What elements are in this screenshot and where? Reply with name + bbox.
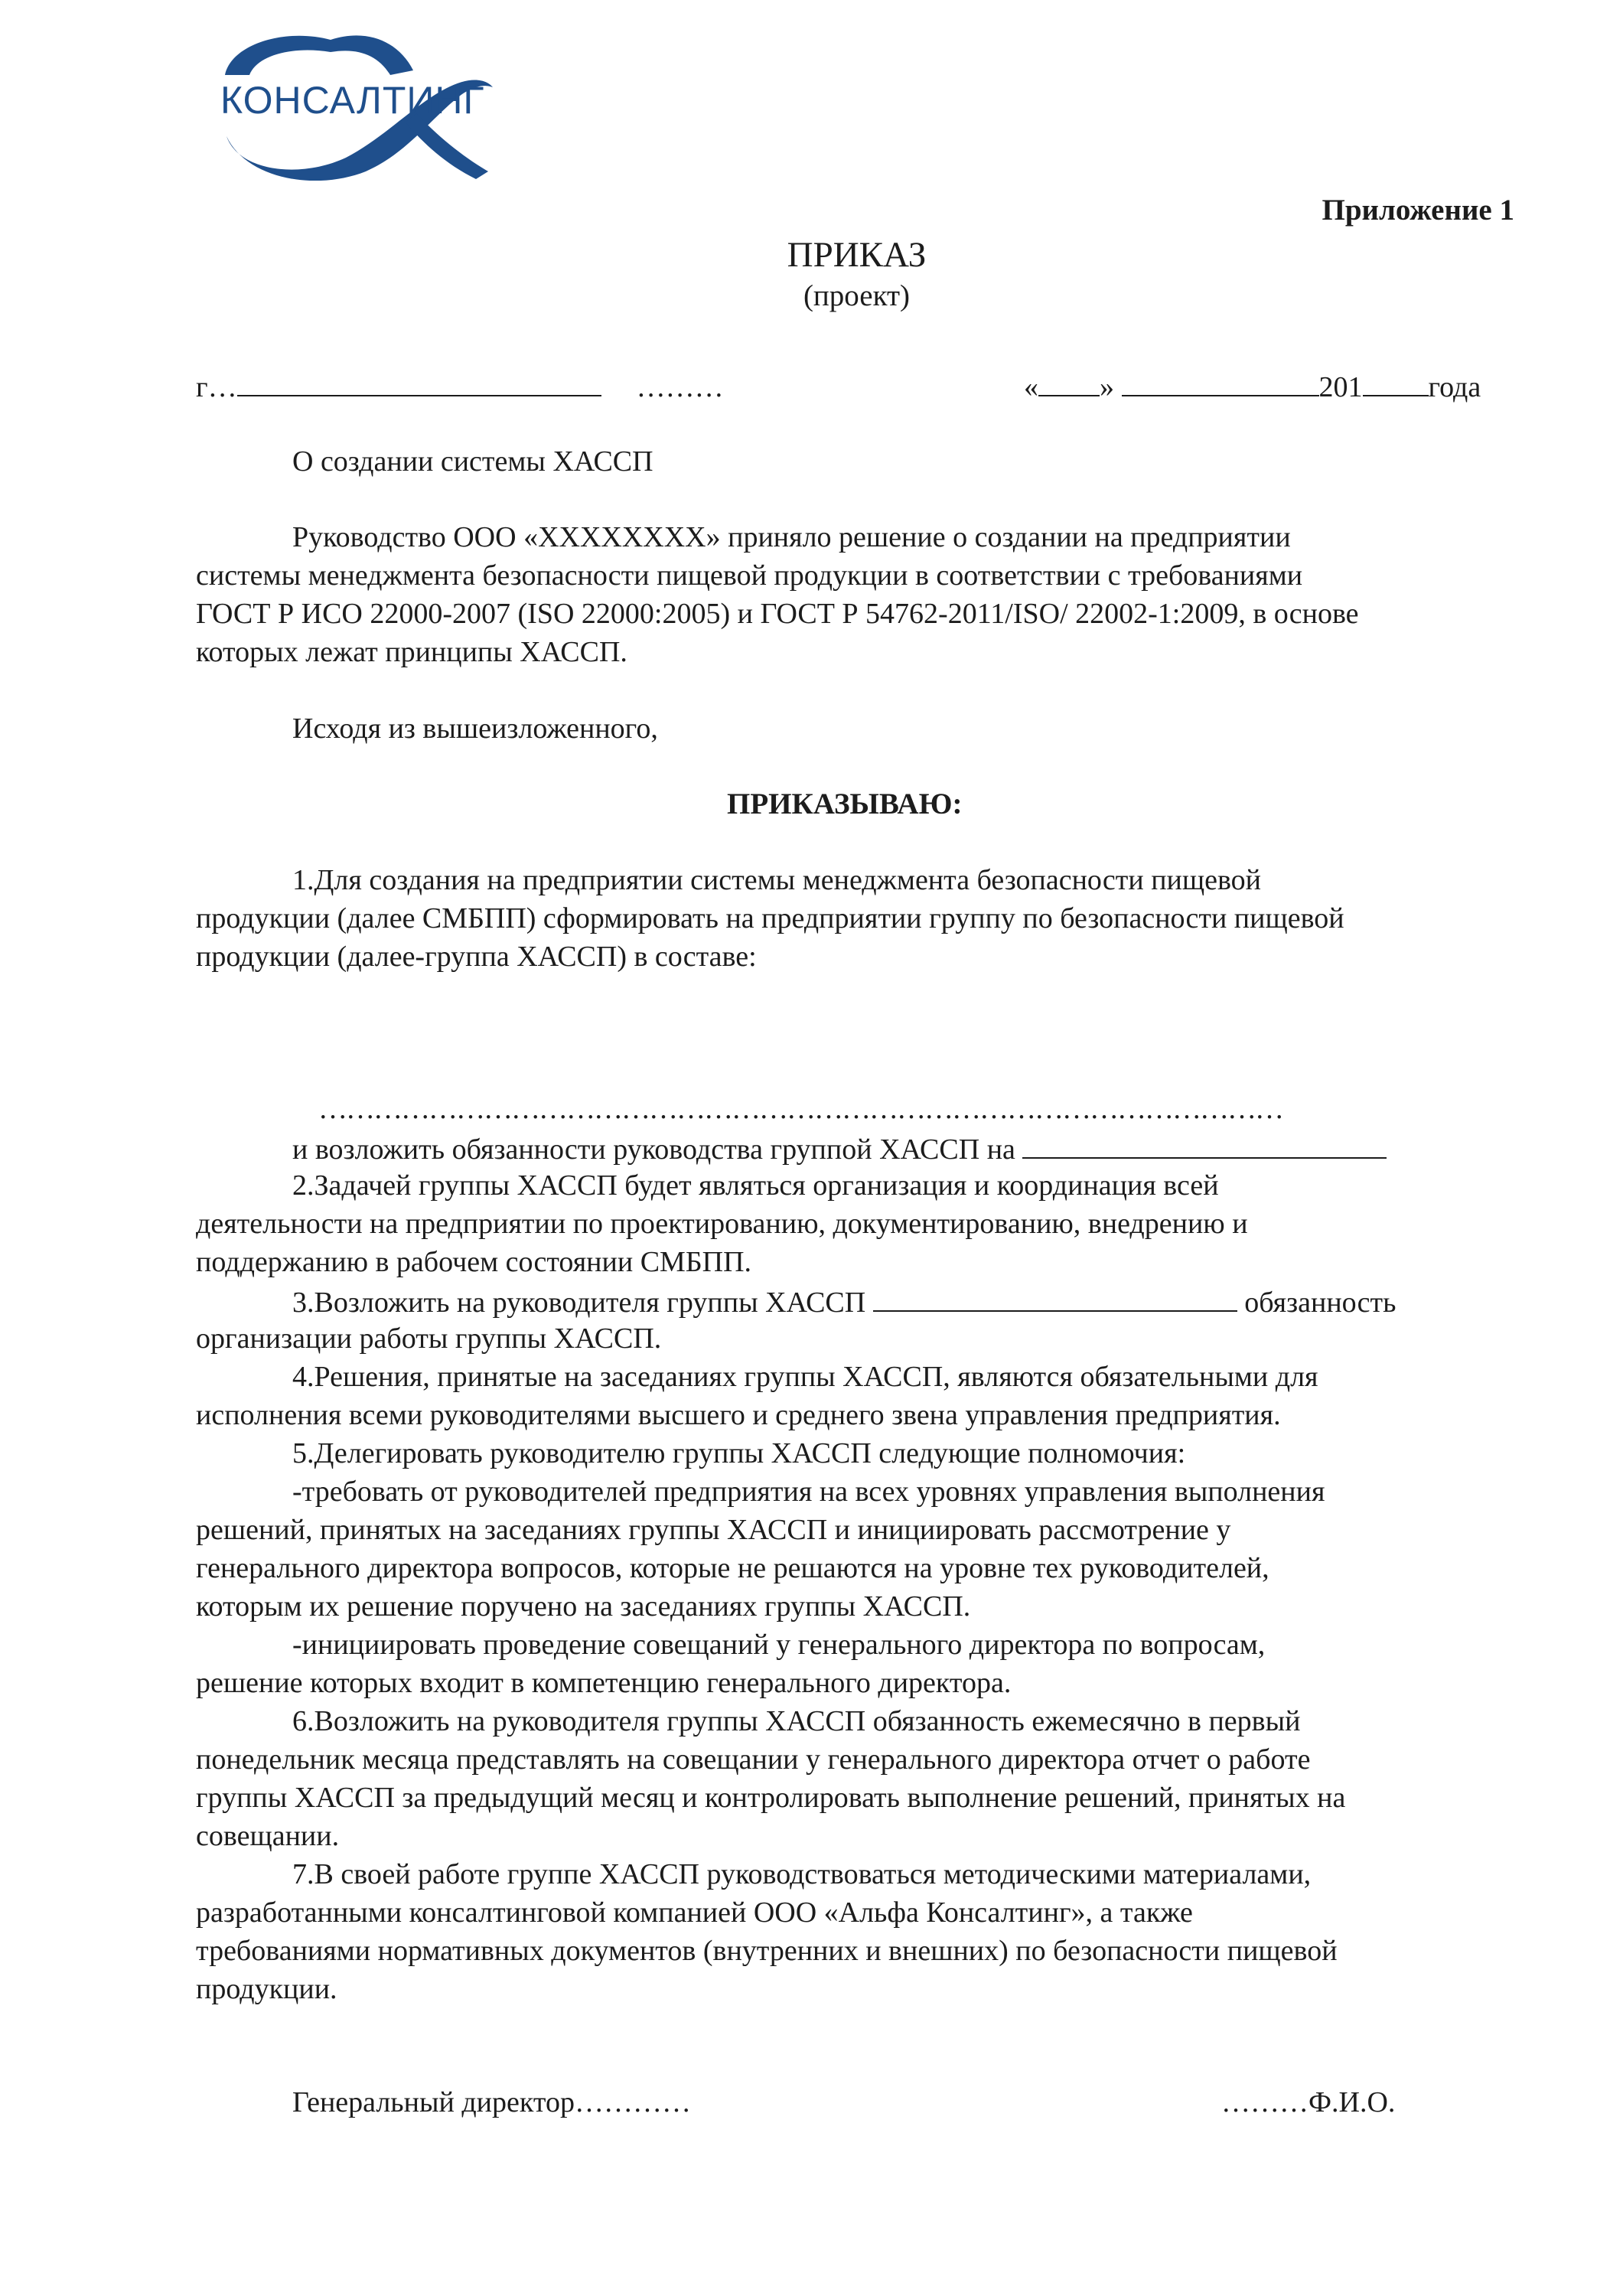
signature-name-line (1221, 2083, 1395, 2122)
item6-line-3: группы ХАССП за предыдущий месяц и контролировать выполнение решений, принятых на (196, 1782, 1346, 1814)
document-subtitle: (проект) (803, 279, 911, 312)
item1-line-2: продукции (далее СМБПП) сформировать на предприятии группу по безопасности пищевой (196, 902, 1344, 934)
item6-line-1: 6.Возложить на руководителя группы ХАССП обязанность ежемесячно в первый (292, 1705, 1301, 1737)
month-blank[interactable] (1122, 366, 1319, 396)
logo-tail (406, 113, 488, 179)
logo-arc-right (331, 35, 413, 75)
item3-end: обязанность (1244, 1287, 1396, 1319)
signature-line (292, 2083, 691, 2122)
year-blank[interactable] (1363, 366, 1429, 396)
place-prefix: г… (196, 371, 237, 403)
item5a-line-3: генерального директора вопросов, которые не решаются на уровне тех руководителей, (196, 1552, 1269, 1584)
company-logo (216, 21, 499, 181)
item4-line-1: 4.Решения, принятые на заседаниях группы ХАССП, являются обязательными для (292, 1361, 1318, 1393)
basis: Исходя из вышеизложенного, (292, 713, 658, 745)
leader-blank[interactable] (1022, 1128, 1387, 1159)
date-year-prefix: 201 (1318, 371, 1363, 403)
day-blank[interactable] (1038, 366, 1100, 396)
date-line (1024, 366, 1481, 406)
item6-line-2: понедельник месяца представлять на совещании у генерального директора отчет о работе (196, 1743, 1311, 1776)
item2-line-2: деятельности на предприятии по проектированию, документированию, внедрению и (196, 1208, 1248, 1240)
appendix-label: Приложение 1 (1322, 194, 1514, 227)
order-word: ПРИКАЗЫВАЮ: (727, 788, 963, 820)
item5a-line-2: решений, принятых на заседаниях группы ХАССП и инициировать рассмотрение у (196, 1514, 1231, 1546)
item2-line-3: поддержанию в рабочем состоянии СМБПП. (196, 1246, 752, 1278)
place-blank[interactable] (237, 366, 601, 396)
date-suffix: года (1428, 371, 1481, 403)
signature-name-dots: ……… (1221, 2086, 1309, 2118)
item5b-line-1: -инициировать проведение совещаний у генерального директора по вопросам, (292, 1629, 1266, 1661)
item5a-line-4: которым их решение поручено на заседаниях группы ХАССП. (196, 1590, 971, 1623)
intro-line-3: ГОСТ Р ИСО 22000-2007 (ISO 22000:2005) и ГОСТ Р 54762-2011/ISO/ 22002-1:2009, в основе (196, 598, 1359, 630)
intro-line-2: системы менеджмента безопасности пищевой продукции в соответствии с требованиями (196, 559, 1303, 592)
logo-wordmark: КОНСАЛТИНГ (220, 79, 485, 122)
item7-line-1: 7.В своей работе группе ХАССП руководствоваться методическими материалами, (292, 1858, 1312, 1890)
item3-line-2: организации работы группы ХАССП. (196, 1322, 662, 1355)
place-dots: ……… (636, 371, 724, 403)
intro-line-1: Руководство ООО «XXXXXXXX» приняло решение о создании на предприятии (292, 521, 1291, 553)
item3-start: 3.Возложить на руководителя группы ХАССП (292, 1287, 866, 1319)
assign-text: и возложить обязанности руководства группой ХАССП на (292, 1133, 1015, 1166)
signature-dots: ………… (574, 2086, 691, 2118)
date-open-quote: « (1024, 371, 1038, 403)
members-dots: …………………………………………………………………………………………… (318, 1093, 1282, 1125)
item6-line-4: совещании. (196, 1820, 340, 1852)
item1-line-1: 1.Для создания на предприятии системы менеджмента безопасности пищевой (292, 864, 1262, 896)
assign-line (292, 1128, 1387, 1169)
document-title: ПРИКАЗ (787, 235, 927, 275)
date-close-quote: » (1100, 371, 1114, 403)
item7-line-3: требованиями нормативных документов (внутренних и внешних) по безопасности пищевой (196, 1935, 1338, 1967)
item1-line-3: продукции (далее-группа ХАССП) в составе: (196, 941, 757, 973)
place-line (196, 366, 724, 406)
item5-line: 5.Делегировать руководителю группы ХАССП следующие полномочия: (292, 1437, 1186, 1469)
logo-arc-left (225, 36, 331, 75)
item3-blank[interactable] (873, 1281, 1237, 1312)
item5a-line-1: -требовать от руководителей предприятия на всех уровнях управления выполнения (292, 1476, 1325, 1508)
item4-line-2: исполнения всеми руководителями высшего и среднего звена управления предприятия. (196, 1399, 1281, 1431)
subject: О создании системы ХАССП (292, 445, 653, 478)
item3-line-1 (292, 1281, 1396, 1322)
signature-name: Ф.И.О. (1309, 2086, 1396, 2118)
item7-line-2: разработанными консалтинговой компанией ООО «Альфа Консалтинг», а также (196, 1896, 1193, 1929)
item7-line-4: продукции. (196, 1973, 337, 2005)
signature-label: Генеральный директор (292, 2086, 575, 2118)
intro-line-4: которых лежат принципы ХАССП. (196, 636, 627, 668)
item5b-line-2: решение которых входит в компетенцию генерального директора. (196, 1667, 1012, 1699)
item2-line-1: 2.Задачей группы ХАССП будет являться организация и координация всей (292, 1169, 1219, 1202)
